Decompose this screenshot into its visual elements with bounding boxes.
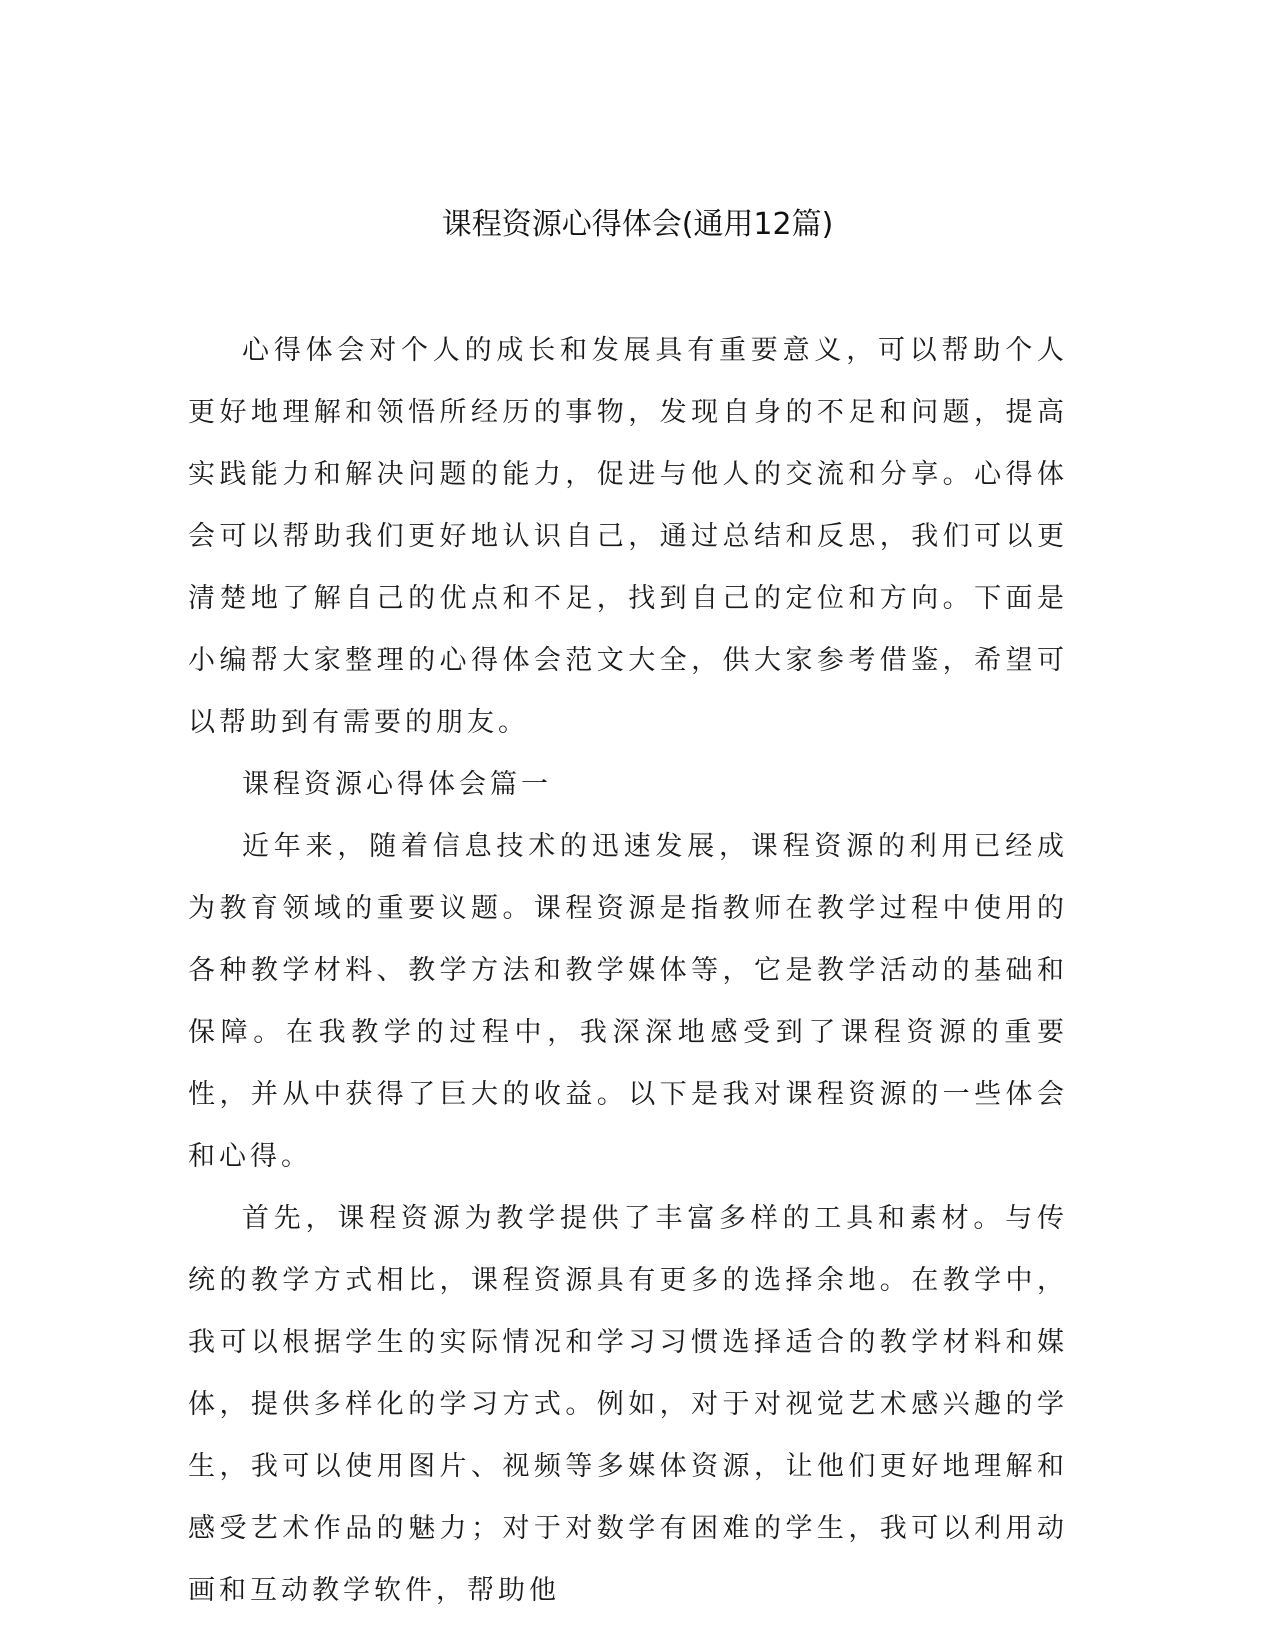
document-body [188,320,1068,1622]
intro-paragraph: 心得体会对个人的成长和发展具有重要意义，可以帮助个人更好地理解和领悟所经历的事物，发现自身的不足和问题，提高实践能力和解决问题的能力，促进与他人的交流和分享。心得体会可以帮助我们更好地认识自己，通过总结和反思，我们可以更清楚地了解自己的优点和不足，找到自己的定位和方向。下面是小编帮大家整理的心得体会范文大全，供大家参考借鉴，希望可以帮助到有需要的朋友。 [188,335,1068,738]
section-heading: 课程资源心得体会篇一 [242,769,552,800]
body-paragraph-1: 近年来，随着信息技术的迅速发展，课程资源的利用已经成为教育领域的重要议题。课程资源是指教师在教学过程中使用的各种教学材料、教学方法和教学媒体等，它是教学活动的基础和保障。在我教学的过程中，我深深地感受到了课程资源的重要性，并从中获得了巨大的收益。以下是我对课程资源的一些体会和心得。 [188,831,1068,1172]
document-title: 课程资源心得体会(通用12篇) [441,207,834,242]
body-paragraph-2: 首先，课程资源为教学提供了丰富多样的工具和素材。与传统的教学方式相比，课程资源具有更多的选择余地。在教学中，我可以根据学生的实际情况和学习习惯选择适合的教学材料和媒体，提供多样化的学习方式。例如，对于对视觉艺术感兴趣的学生，我可以使用图片、视频等多媒体资源，让他们更好地理解和感受艺术作品的魅力；对于对数学有困难的学生，我可以利用动画和互动教学软件，帮助他 [188,1203,1068,1606]
